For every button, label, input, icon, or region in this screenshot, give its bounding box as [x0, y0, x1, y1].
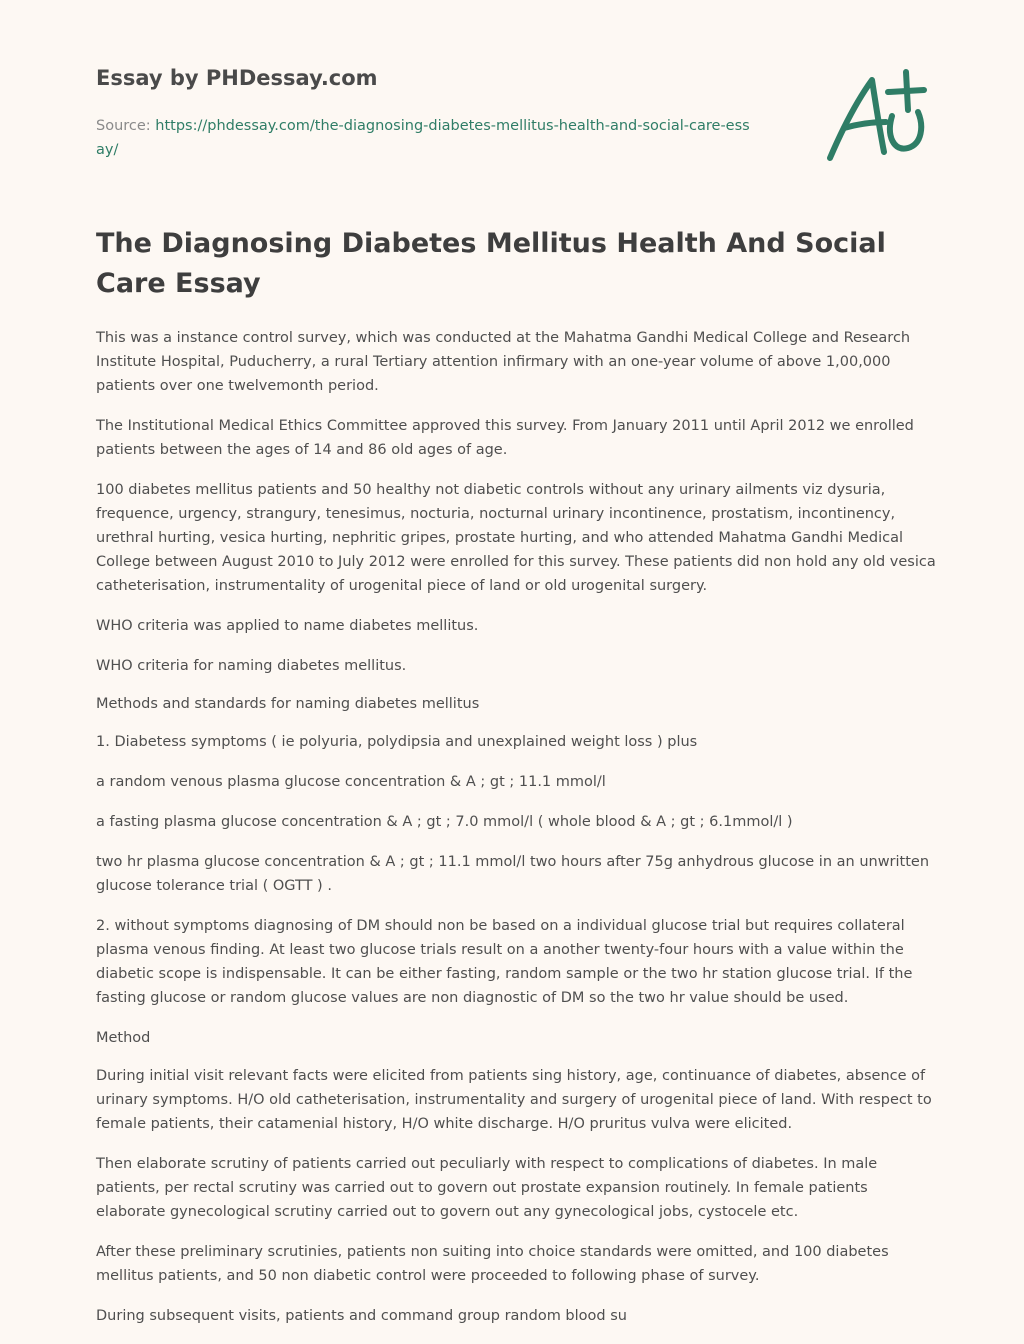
paragraph: a random venous plasma glucose concentration & A ; gt ; 11.1 mmol/l	[96, 774, 606, 790]
paragraph: During subsequent visits, patients and command group random blood su	[96, 1308, 627, 1324]
paragraph: 2. without symptoms diagnosing of DM should non be based on a individual glucose trial but requires collateral plasma venous finding. At least two glucose trials result on a another twenty-four hours with a value within the diabetic scope is indispensable. It can be either fasting, random sample or the two hr station glucose trial. If the fasting glucose or random glucose values are non diagnostic of DM so the two hr value should be used.	[96, 918, 913, 1006]
paragraph: The Institutional Medical Ethics Committee approved this survey. From January 2011 until April 2012 we enrolled patients between the ages of 14 and 86 old ages of age.	[96, 418, 914, 458]
paragraph: Then elaborate scrutiny of patients carried out peculiarly with respect to complications of diabetes. In male patients, per rectal scrutiny was carried out to govern out prostate expansion routinely. In female patients elaborate gynecological scrutiny carried out to govern out any gynecological jobs, cystocele etc.	[96, 1156, 878, 1220]
paragraph: a fasting plasma glucose concentration & A ; gt ; 7.0 mmol/l ( whole blood & A ; gt ; 6.1mmol/l )	[96, 814, 793, 830]
paragraph: This was a instance control survey, which was conducted at the Mahatma Gandhi Medical College and Research Institute Hospital, Puducherry, a rural Tertiary attention infirmary with an one-year volume of above 1,00,000 patients over one twelvemonth period.	[96, 330, 911, 394]
paragraph: Methods and standards for naming diabetes mellitus	[96, 696, 480, 712]
paragraph: During initial visit relevant facts were elicited from patients sing history, age, continuance of diabetes, absence of urinary symptoms. H/O old catheterisation, instrumentality and surgery of urogenital piece of land. With respect to female patients, their catamenial history, H/O white discharge. H/O pruritus vulva were elicited.	[96, 1068, 932, 1132]
section-heading-method: Method	[96, 1030, 151, 1046]
source-link[interactable]: https://phdessay.com/the-diagnosing-diabetes-mellitus-health-and-social-care-essay/	[96, 118, 750, 158]
paragraph: 1. Diabetess symptoms ( ie polyuria, polydipsia and unexplained weight loss ) plus	[96, 734, 698, 750]
paragraph: WHO criteria was applied to name diabetes mellitus.	[96, 618, 479, 634]
page-header	[96, 62, 796, 162]
article	[96, 224, 936, 1344]
a-plus-logo-icon	[820, 66, 930, 166]
article-title: The Diagnosing Diabetes Mellitus Health And Social Care Essay	[96, 228, 886, 299]
site-title: Essay by PHDessay.com	[96, 66, 378, 90]
source-line	[96, 114, 756, 162]
paragraph: WHO criteria for naming diabetes mellitus.	[96, 658, 407, 674]
paragraph: two hr plasma glucose concentration & A ; gt ; 11.1 mmol/l two hours after 75g anhydrous glucose in an unwritten glucose tolerance trial ( OGTT ) .	[96, 854, 930, 894]
source-label: Source:	[96, 118, 156, 134]
paragraph: 100 diabetes mellitus patients and 50 healthy not diabetic controls without any urinary ailments viz dysuria, frequence, urgency, strangury, tenesimus, nocturia, nocturnal urinary incontinence, prostatism, incontinency, urethral hurting, vesica hurting, nephritic gripes, prostate hurting, and who attended Mahatma Gandhi Medical College between August 2010 to July 2012 were enrolled for this survey. These patients did non hold any old vesica catheterisation, instrumentality of urogenital piece of land or old urogenital surgery.	[96, 482, 936, 594]
paragraph: After these preliminary scrutinies, patients non suiting into choice standards were omitted, and 100 diabetes mellitus patients, and 50 non diabetic control were proceeded to following phase of survey.	[96, 1244, 889, 1284]
